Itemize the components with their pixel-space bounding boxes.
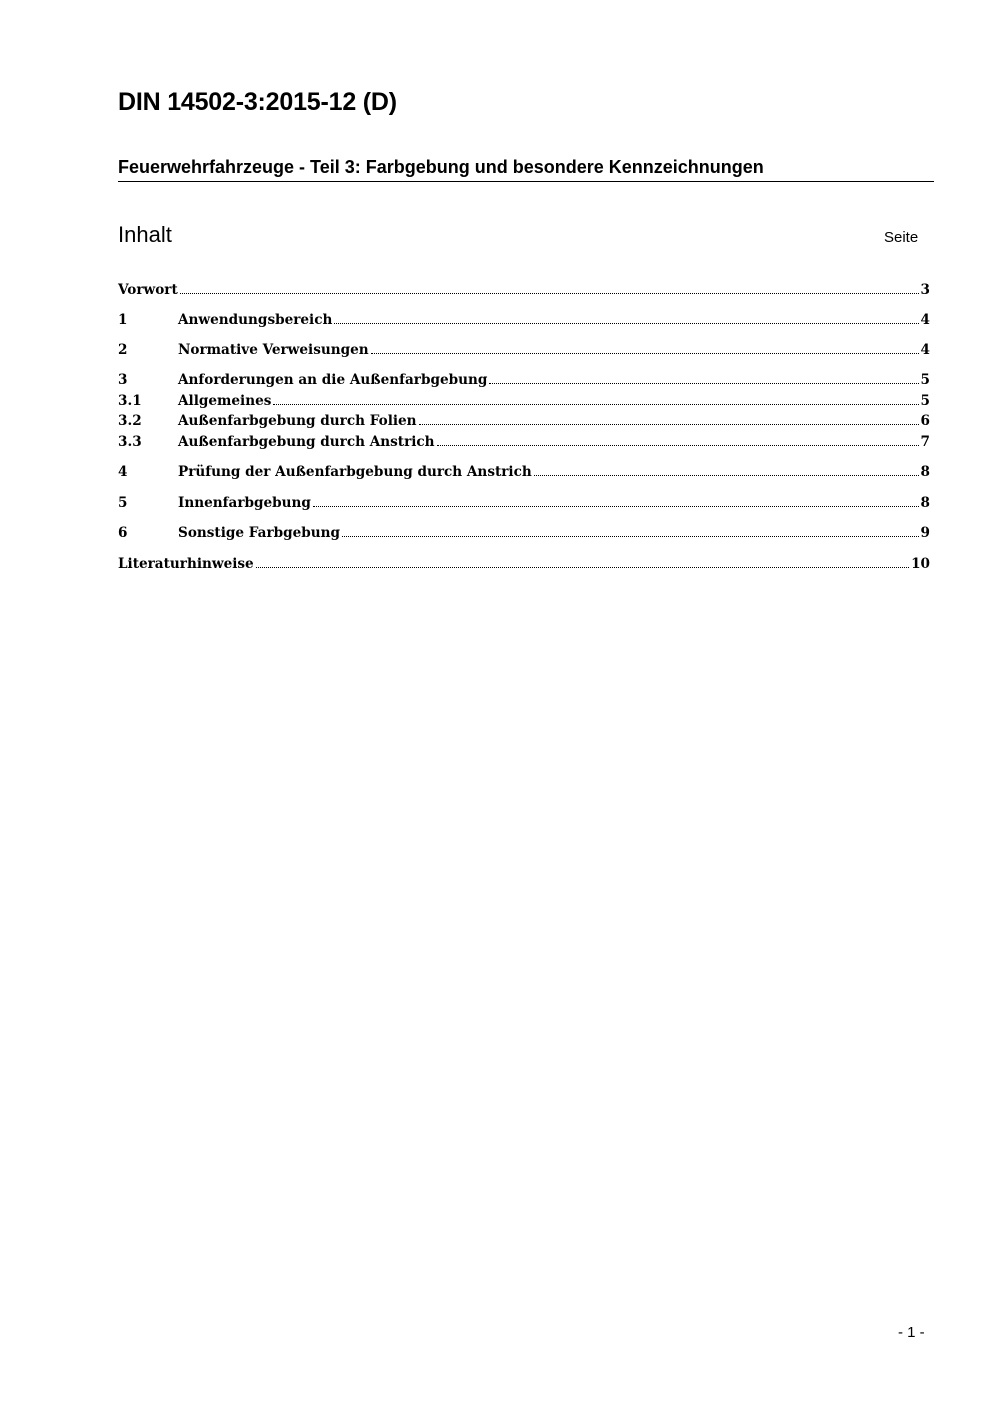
toc-entry-page: 7: [920, 434, 930, 450]
toc-entry-page: 9: [920, 525, 930, 541]
document-id: DIN 14502-3:2015-12 (D): [118, 88, 397, 116]
toc-entry-title: Prüfung der Außenfarbgebung durch Anstrich: [178, 464, 532, 480]
toc-entry-page: 3: [920, 282, 930, 298]
toc-entry-number: 3.2: [118, 413, 142, 429]
toc-leader-dots: [180, 280, 919, 294]
toc-entry-number: 2: [118, 342, 128, 358]
toc-entry-4[interactable]: [118, 462, 930, 482]
toc-leader-dots: [334, 310, 918, 324]
toc-entry-vorwort[interactable]: [118, 280, 930, 300]
toc-leader-dots: [419, 411, 919, 425]
toc-entry-literaturhinweise[interactable]: [118, 554, 930, 574]
toc-entry-number: 6: [118, 525, 128, 541]
toc-entry-title: Sonstige Farbgebung: [178, 525, 341, 541]
toc-entry-title: Innenfarbgebung: [178, 495, 311, 511]
toc-entry-3[interactable]: [118, 370, 930, 390]
toc-leader-dots: [256, 554, 909, 568]
toc-entry-2[interactable]: [118, 340, 930, 360]
toc-heading: Inhalt: [118, 222, 172, 247]
toc-leader-dots: [437, 432, 919, 446]
toc-entry-page: 4: [920, 312, 930, 328]
toc-entry-page: 4: [920, 342, 930, 358]
toc-leader-dots: [534, 462, 919, 476]
toc-entry-title: Anwendungsbereich: [178, 312, 333, 328]
toc-entry-title: Normative Verweisungen: [178, 342, 369, 358]
toc-page-column-label: Seite: [884, 229, 919, 246]
toc-entry-page: 5: [920, 393, 930, 409]
toc-entry-title: Literaturhinweise: [118, 556, 254, 572]
toc-entry-page: 8: [920, 495, 930, 511]
toc-entry-title: Vorwort: [118, 282, 178, 298]
toc-entry-number: 3.1: [118, 393, 142, 409]
toc-leader-dots: [371, 340, 919, 354]
toc-entry-number: 4: [118, 464, 128, 480]
toc-entry-page: 10: [911, 556, 930, 572]
toc-entry-3-1[interactable]: [118, 391, 930, 411]
toc-leader-dots: [489, 370, 918, 384]
toc-entry-5[interactable]: [118, 493, 930, 513]
toc-entry-number: 5: [118, 495, 128, 511]
page-number: - 1 -: [898, 1324, 925, 1341]
toc-entry-title: Allgemeines: [178, 393, 272, 409]
toc-entry-title: Außenfarbgebung durch Folien: [178, 413, 417, 429]
toc-entry-title: Außenfarbgebung durch Anstrich: [178, 434, 435, 450]
toc-entry-page: 5: [920, 372, 930, 388]
toc-leader-dots: [342, 523, 918, 537]
toc-leader-dots: [273, 391, 918, 405]
toc-entry-number: 3.3: [118, 434, 142, 450]
toc-entry-page: 6: [920, 413, 930, 429]
toc-entry-3-2[interactable]: [118, 411, 930, 431]
toc-entry-title: Anforderungen an die Außenfarbgebung: [178, 372, 488, 388]
toc-entry-number: 3: [118, 372, 128, 388]
toc-leader-dots: [313, 493, 919, 507]
toc-entry-3-3[interactable]: [118, 432, 930, 452]
toc-entry-page: 8: [920, 464, 930, 480]
toc-entry-6[interactable]: [118, 523, 930, 543]
toc-entry-1[interactable]: [118, 310, 930, 330]
toc-entry-number: 1: [118, 312, 128, 328]
document-subtitle: Feuerwehrfahrzeuge - Teil 3: Farbgebung und besondere Kennzeichnungen: [118, 157, 934, 182]
